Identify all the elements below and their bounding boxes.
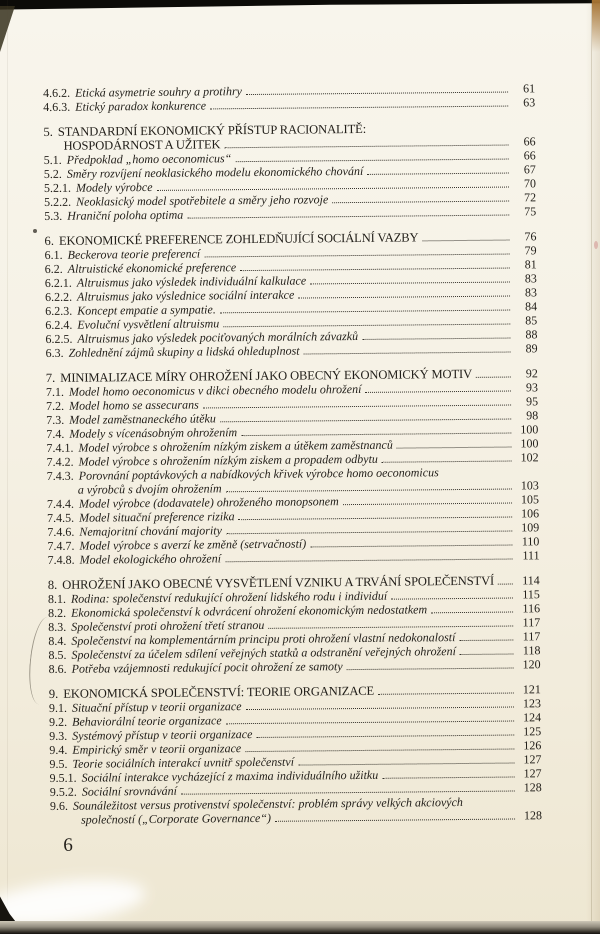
toc-entry-page: 67 — [523, 162, 536, 177]
toc-entry-number: 9.5.1. — [49, 770, 77, 785]
toc-entry-number: 5.1. — [43, 152, 62, 167]
scan-top-edge — [0, 0, 600, 10]
toc-entry-page: 88 — [525, 327, 538, 342]
dot-leader — [223, 323, 510, 328]
toc-entry-title: Ekonomická společenství k odvrácení ohrožení ekonomickým nedostatkem — [70, 602, 428, 620]
toc-entry-page: 70 — [523, 176, 537, 191]
pen-mark — [25, 615, 49, 704]
toc-entry-page: 124 — [523, 710, 542, 725]
toc-entry-number: 7.3. — [46, 412, 65, 427]
toc-entry-number: 9.6. — [49, 798, 68, 813]
dot-leader — [310, 281, 510, 285]
toc-entry-title: Model výrobce s ohrožením nízkým ziskem a útěkem zaměstnanců — [78, 437, 393, 455]
toc-entry-title: Sounáležitost versus protivenství společenství: problém správy velkých akciových — [72, 795, 463, 813]
toc-entry-title: Neoklasický model spotřebitele a směry jeho rozvoje — [76, 192, 329, 209]
dot-leader — [347, 667, 514, 671]
dot-leader — [203, 404, 511, 409]
toc-entry-page: 83 — [524, 285, 538, 300]
toc-entry-title: EKONOMICKÉ PREFERENCE ZOHLEDŇUJÍCÍ SOCIÁLNÍ VAZBY — [58, 230, 419, 248]
toc-entry-title: Model zaměstnaneckého útěku — [69, 411, 216, 427]
dot-leader — [298, 295, 510, 299]
toc-entry-title: Hraniční poloha optima — [67, 207, 184, 223]
table-of-contents — [43, 81, 542, 856]
dot-leader — [498, 583, 513, 585]
page-edge-crease — [7, 0, 8, 934]
toc-entry-page: 127 — [523, 752, 542, 767]
toc-entry-number: 7.4.7. — [47, 538, 75, 553]
dot-leader — [246, 706, 514, 711]
toc-entry-page: 75 — [524, 204, 537, 219]
toc-entry-number: 8.4. — [48, 633, 67, 648]
dot-leader — [460, 653, 514, 656]
toc-entry-number: 6.2.2. — [44, 289, 73, 304]
dot-leader — [378, 692, 514, 695]
toc-entry-number: 7.4.4. — [46, 496, 75, 511]
toc-entry-title: Porovnání poptávkových a nabídkových křivek výrobce homo oeconomicus — [78, 465, 439, 483]
toc-entry-title: Teorie sociálních interakcí uvnitř společenství — [72, 754, 295, 771]
toc-entry-number: 8.5. — [48, 647, 67, 662]
toc-entry-page: 66 — [523, 134, 536, 149]
toc-entry-title: EKONOMICKÁ SPOLEČENSTVÍ: TEORIE ORGANIZACE — [63, 683, 375, 701]
toc-entry-number: 6.2.1. — [44, 275, 72, 290]
dot-leader — [343, 502, 512, 506]
toc-entry-title: Altruismus jako výslednice sociální interakce — [76, 287, 295, 304]
toc-entry-number: 5.2.1. — [43, 180, 72, 195]
dot-leader — [397, 446, 512, 449]
toc-entry-number: 8.1. — [47, 591, 66, 606]
toc-entry-page: 63 — [523, 95, 536, 110]
toc-entry-page: 76 — [524, 229, 537, 244]
toc-entry-page: 117 — [522, 615, 541, 630]
toc-entry-title: Společenství proti ohrožení třetí stranou — [71, 617, 265, 634]
toc-entry-page: 128 — [523, 780, 542, 795]
toc-entry-page: 128 — [523, 808, 543, 823]
toc-entry-page: 125 — [523, 724, 542, 739]
toc-entry-title: Model výrobce s ohrožením nízkým ziskem a propadem odbytu — [78, 451, 378, 469]
toc-entry-title: Beckerova teorie preferencí — [67, 246, 201, 262]
toc-entry-number: 9.5.2. — [49, 784, 77, 799]
dot-leader — [304, 351, 511, 355]
dot-leader — [268, 625, 513, 629]
toc-entry-title: Empirický směr v teorii organizace — [72, 741, 242, 757]
dot-leader — [431, 611, 513, 614]
toc-entry-number: 6.2.4. — [45, 317, 73, 332]
dot-leader — [367, 172, 509, 175]
toc-entry-page: 100 — [520, 422, 539, 437]
dot-leader — [225, 558, 512, 563]
dot-leader — [239, 516, 513, 521]
toc-entry-page: 72 — [524, 190, 537, 205]
dot-leader — [310, 544, 512, 548]
toc-entry-number: 7.4.5. — [47, 510, 75, 525]
toc-entry-page: 85 — [525, 313, 538, 328]
dot-leader — [245, 748, 514, 753]
dot-leader — [362, 337, 510, 340]
dot-leader — [240, 267, 510, 272]
toc-entry-number: 8. — [47, 577, 58, 592]
toc-entry-number: 7.4. — [46, 426, 65, 441]
toc-entry-title: STANDARDNÍ EKONOMICKÝ PŘÍSTUP RACIONALITĚ: — [57, 121, 367, 139]
dot-leader — [210, 105, 508, 110]
toc-entry-title: Systémový přístup v teorii organizace — [72, 727, 253, 743]
page-number-footer — [63, 831, 542, 856]
dot-leader — [422, 239, 509, 242]
toc-entry-number: 9.1. — [48, 700, 68, 715]
dot-leader — [235, 158, 508, 163]
dot-leader — [256, 734, 514, 738]
toc-entry-title: OHROŽENÍ JAKO OBECNÉ VYSVĚTLENÍ VZNIKU A TRVÁNÍ SPOLEČENSTVÍ — [62, 573, 495, 592]
toc-entry-page: 102 — [520, 450, 539, 465]
dot-leader — [224, 144, 508, 149]
toc-entry-title: Společenství za účelem sdílení veřejných statků a odstranění veřejných ohrožení — [71, 644, 456, 662]
toc-entry-title: Model situační preference rizika — [79, 509, 235, 525]
dot-leader — [382, 776, 514, 779]
toc-entry-title: Behaviorální teorie organizace — [72, 713, 222, 729]
toc-entry-title: Evoluční vysvětlení altruismu — [77, 316, 220, 332]
toc-entry-number: 9.3. — [49, 728, 68, 743]
toc-entry-page: 92 — [525, 366, 538, 381]
ink-speck — [594, 241, 598, 249]
toc-entry-number: 8.6. — [48, 661, 67, 676]
toc-entry-page: 103 — [520, 478, 539, 493]
toc-entry-page: 93 — [525, 380, 538, 395]
toc-entry-title: Potřeba vzájemnosti redukující pocit ohrožení ze samoty — [71, 659, 343, 676]
dot-leader — [181, 790, 515, 795]
toc-entry-number: 7.1. — [45, 384, 65, 399]
toc-entry-page: 118 — [522, 643, 541, 658]
dot-leader — [241, 432, 511, 437]
ink-speck — [33, 229, 37, 233]
toc-entry-number: 6.1. — [44, 247, 63, 262]
toc-entry-title: Zohlednění zájmů skupiny a lidská ohleduplnost — [68, 343, 300, 360]
toc-entry-page: 120 — [522, 657, 541, 672]
toc-entry-title: Předpoklad „homo oeconomicus“ — [66, 151, 232, 167]
toc-entry-page: 95 — [525, 394, 539, 409]
dot-leader — [246, 91, 508, 96]
dot-leader — [275, 818, 515, 822]
toc-entry-title: Model výrobce s averzí ke změně (setrvačností) — [79, 536, 307, 553]
toc-entry-page: 98 — [526, 408, 539, 423]
toc-entry-title: Model homo se assecurans — [69, 397, 199, 413]
toc-entry-page: 81 — [524, 257, 537, 272]
toc-entry-page: 89 — [525, 341, 538, 356]
toc-entry-page: 117 — [522, 629, 541, 644]
toc-entry-page: 115 — [522, 587, 540, 602]
toc-entry-page: 114 — [522, 573, 540, 588]
toc-entry-title: Modely výrobce — [75, 179, 153, 195]
toc-entry-title-line2: a výrobců s dvojím ohrožením — [77, 481, 222, 497]
dot-leader — [382, 460, 512, 463]
toc-entry-page: 109 — [521, 520, 540, 535]
toc-entry-page: 79 — [524, 243, 537, 258]
toc-entry-title-line2: společností („Corporate Governance“) — [80, 810, 272, 827]
toc-entry-number: 5.2. — [43, 166, 62, 181]
dot-leader — [298, 762, 514, 766]
toc-entry-title: Směry rozvíjení neoklasického modelu ekonomického chování — [66, 163, 364, 181]
toc-entry-number: 6.2.5. — [45, 331, 73, 346]
dot-leader — [226, 530, 512, 535]
toc-entry-page: 105 — [520, 492, 540, 507]
dot-leader — [220, 309, 510, 314]
toc-entry-number: 6.2. — [44, 261, 63, 276]
toc-entry-number: 7.4.8. — [47, 552, 75, 567]
dot-leader — [459, 639, 513, 642]
page-edge-crease — [591, 0, 592, 934]
toc-entry-number: 7.4.6. — [47, 524, 75, 539]
toc-entry-page: 110 — [521, 534, 540, 549]
toc-entry-number: 8.2. — [47, 605, 67, 620]
toc-entry-number: 4.6.3. — [43, 99, 71, 114]
toc-entry-title: Modely s vícenásobným ohrožením — [69, 425, 238, 441]
dot-leader — [187, 214, 509, 219]
toc-entry-title: Etická asymetrie souhry a protihry — [74, 84, 242, 100]
toc-entry-title: Sociální interakce vycházející z maxima individuálního užitku — [81, 767, 379, 785]
toc-entry-title: MINIMALIZACE MÍRY OHROŽENÍ JAKO OBECNÝ EKONOMICKÝ MOTIV — [60, 366, 473, 385]
toc-entry-page: 106 — [521, 506, 540, 521]
toc-entry-title: Altruistické ekonomické preference — [67, 260, 237, 276]
toc-entry-title: Etický paradox konkurence — [75, 98, 207, 114]
toc-entry-title: Koncept empatie a sympatie. — [77, 302, 216, 318]
dot-leader — [476, 376, 511, 378]
toc-entry-number: 9.4. — [49, 742, 68, 757]
toc-list — [43, 81, 542, 827]
toc-entry-title-line2: HOSPODÁRNOST A UŽITEK — [63, 137, 221, 153]
toc-entry-title: Situační přístup v teorii organizace — [71, 699, 242, 715]
dot-leader — [220, 418, 511, 423]
dot-leader — [226, 720, 514, 725]
toc-entry-title: Rodina: společenství redukující ohrožení lidského rodu i individuí — [70, 588, 388, 606]
toc-entry-number: 9.5. — [49, 756, 68, 771]
toc-entry-page: 123 — [522, 696, 542, 711]
toc-entry-page: 83 — [524, 271, 537, 286]
toc-entry-page: 127 — [523, 766, 542, 781]
toc-entry-number: 5.2.2. — [44, 194, 72, 209]
toc-entry-number: 6.2.3. — [45, 303, 73, 318]
toc-entry-number: 7.4.2. — [46, 454, 74, 469]
toc-entry-page: 61 — [522, 81, 536, 96]
toc-entry-title: Sociální srovnávání — [81, 783, 178, 799]
toc-entry-number: 5.3. — [44, 208, 63, 223]
toc-entry-number: 9.2. — [49, 714, 68, 729]
toc-entry-page: 100 — [520, 436, 539, 451]
toc-entry-page: 116 — [522, 601, 541, 616]
toc-entry-number: 5. — [43, 124, 53, 139]
toc-entry-number: 4.6.2. — [43, 85, 71, 100]
toc-entry-number: 7. — [45, 370, 56, 385]
toc-entry-number: 6.3. — [45, 345, 64, 360]
toc-entry-title: Nemajoritní chování majority — [79, 523, 222, 539]
toc-entry-title: Altruismus jako výsledek pociťovaných morálních závazků — [77, 328, 359, 346]
toc-entry-page: 126 — [523, 738, 542, 753]
dot-leader — [204, 253, 509, 258]
toc-entry-title: Altruismus jako výsledek individuální kalkulace — [76, 273, 307, 290]
toc-entry-title: Společenství na komplementárním principu proti ohrožení vlastní nedokonalostí — [71, 630, 456, 648]
toc-entry-title: Model homo oeconomicus v dikci obecného modelu ohrožení — [68, 381, 362, 399]
toc-entry-number: 8.3. — [48, 619, 67, 634]
toc-entry-page: 111 — [522, 548, 540, 563]
toc-entry-number: 9. — [48, 686, 59, 701]
dot-leader — [365, 390, 511, 393]
toc-entry-number: 7.2. — [46, 398, 65, 413]
toc-entry-number: 7.4.1. — [46, 440, 74, 455]
dot-leader — [332, 200, 509, 204]
toc-entry-page: 66 — [523, 148, 536, 163]
toc-entry-page: 84 — [525, 299, 538, 314]
dot-leader — [391, 597, 513, 600]
toc-entry-page: 121 — [522, 682, 541, 697]
page-edge-shading — [586, 0, 600, 934]
toc-entry-title: Model ekologického ohrožení — [79, 551, 222, 567]
toc-entry-number: 6. — [44, 233, 55, 248]
dot-leader — [226, 488, 512, 493]
footer-page-number: 6 — [63, 834, 73, 856]
toc-entry-number: 7.4.3. — [46, 468, 74, 483]
toc-entry-title: Model výrobce (dodavatele) ohroženého monopsonem — [78, 494, 339, 511]
scan-bottom-edge — [0, 921, 600, 934]
